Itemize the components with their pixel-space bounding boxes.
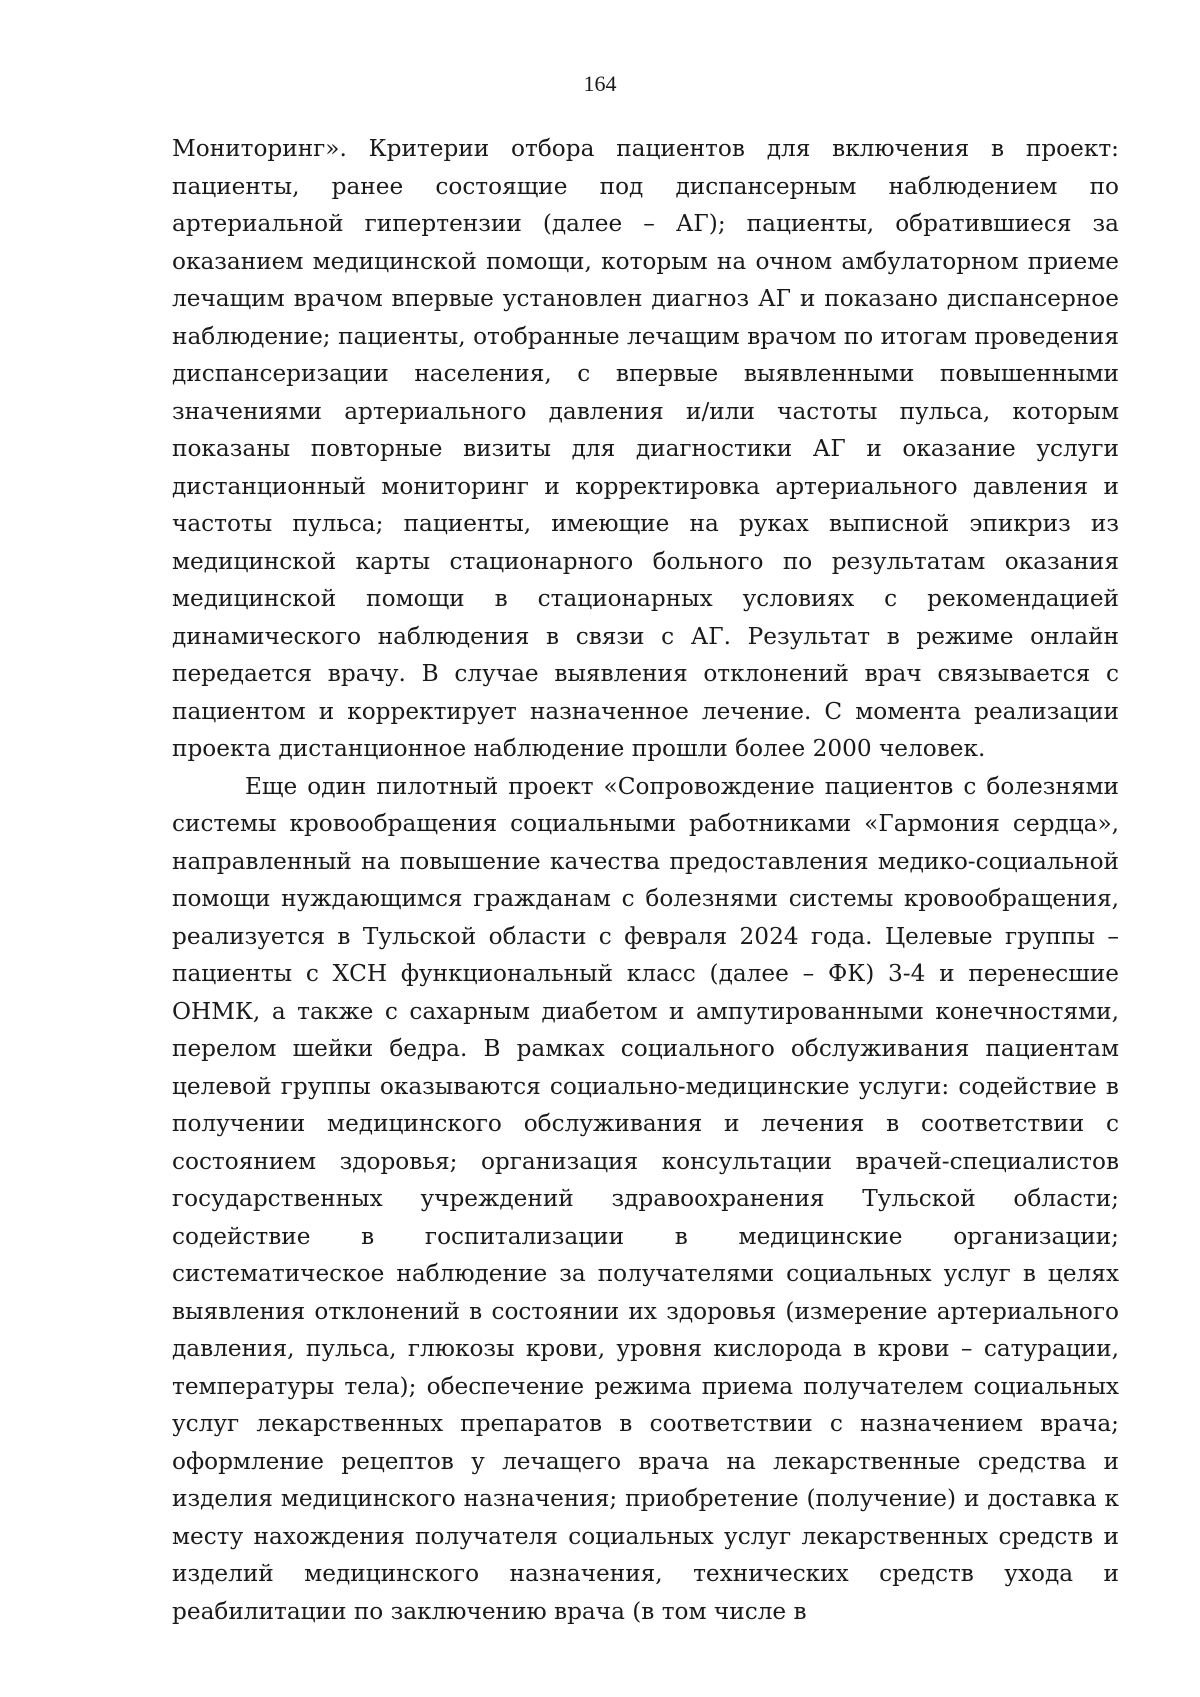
paragraph-garmoniya-serdtsa: Еще один пилотный проект «Сопровождение пациентов с болезнями системы кровообращения социальными работниками «Гармония сердца», направленный на повышение качества предоставления медико-социальной помощи нуждающимся гражданам с болезнями системы кровообращения, реализуется в Тульской области с февраля 2024 года. Целевые группы – пациенты с ХСН функциональный класс (далее – ФК) 3-4 и перенесшие ОНМК, а также с сахарным диабетом и ампутированными конечностями, перелом шейки бедра. В рамках социального обслуживания пациентам целевой группы оказываются социально-медицинские услуги: содействие в получении медицинского обслуживания и лечения в соответствии с состоянием здоровья; организация консультации врачей-специалистов государственных учреждений здравоохранения Тульской области; содействие в госпитализации в медицинские организации; систематическое наблюдение за получателями социальных услуг в целях выявления отклонений в состоянии их здоровья (измерение артериального давления, пульса, глюкозы крови, уровня кислорода в крови – сатурации, температуры тела); обеспечение режима приема получателем социальных услуг лекарственных препаратов в соответствии с назначением врача; оформление рецептов у лечащего врача на лекарственные средства и изделия медицинского назначения; приобретение (получение) и доставка к месту нахождения получателя социальных услуг лекарственных средств и изделий медицинского назначения, технических средств ухода и реабилитации по заключению врача (в том числе в	[172, 772, 1119, 1625]
paragraph-continuation: Мониторинг». Критерии отбора пациентов для включения в проект: пациенты, ранее состоящие под диспансерным наблюдением по артериальной гипертензии (далее – АГ); пациенты, обратившиеся за оказанием медицинской помощи, которым на очном амбулаторном приеме лечащим врачом впервые установлен диагноз АГ и показано диспансерное наблюдение; пациенты, отобранные лечащим врачом по итогам проведения диспансеризации населения, с впервые выявленными повышенными значениями артериального давления и/или частоты пульса, которым показаны повторные визиты для диагностики АГ и оказание услуги дистанционный мониторинг и корректировка артериального давления и частоты пульса; пациенты, имеющие на руках выписной эпикриз из медицинской карты стационарного больного по результатам оказания медицинской помощи в стационарных условиях с рекомендацией динамического наблюдения в связи с АГ. Результат в режиме онлайн передается врачу. В случае выявления отклонений врач связывается с пациентом и корректирует назначенное лечение. С момента реализации проекта дистанционное наблюдение прошли более 2000 человек.	[172, 135, 1119, 762]
page-number: 164	[583, 71, 617, 96]
body-text	[172, 130, 1119, 1630]
